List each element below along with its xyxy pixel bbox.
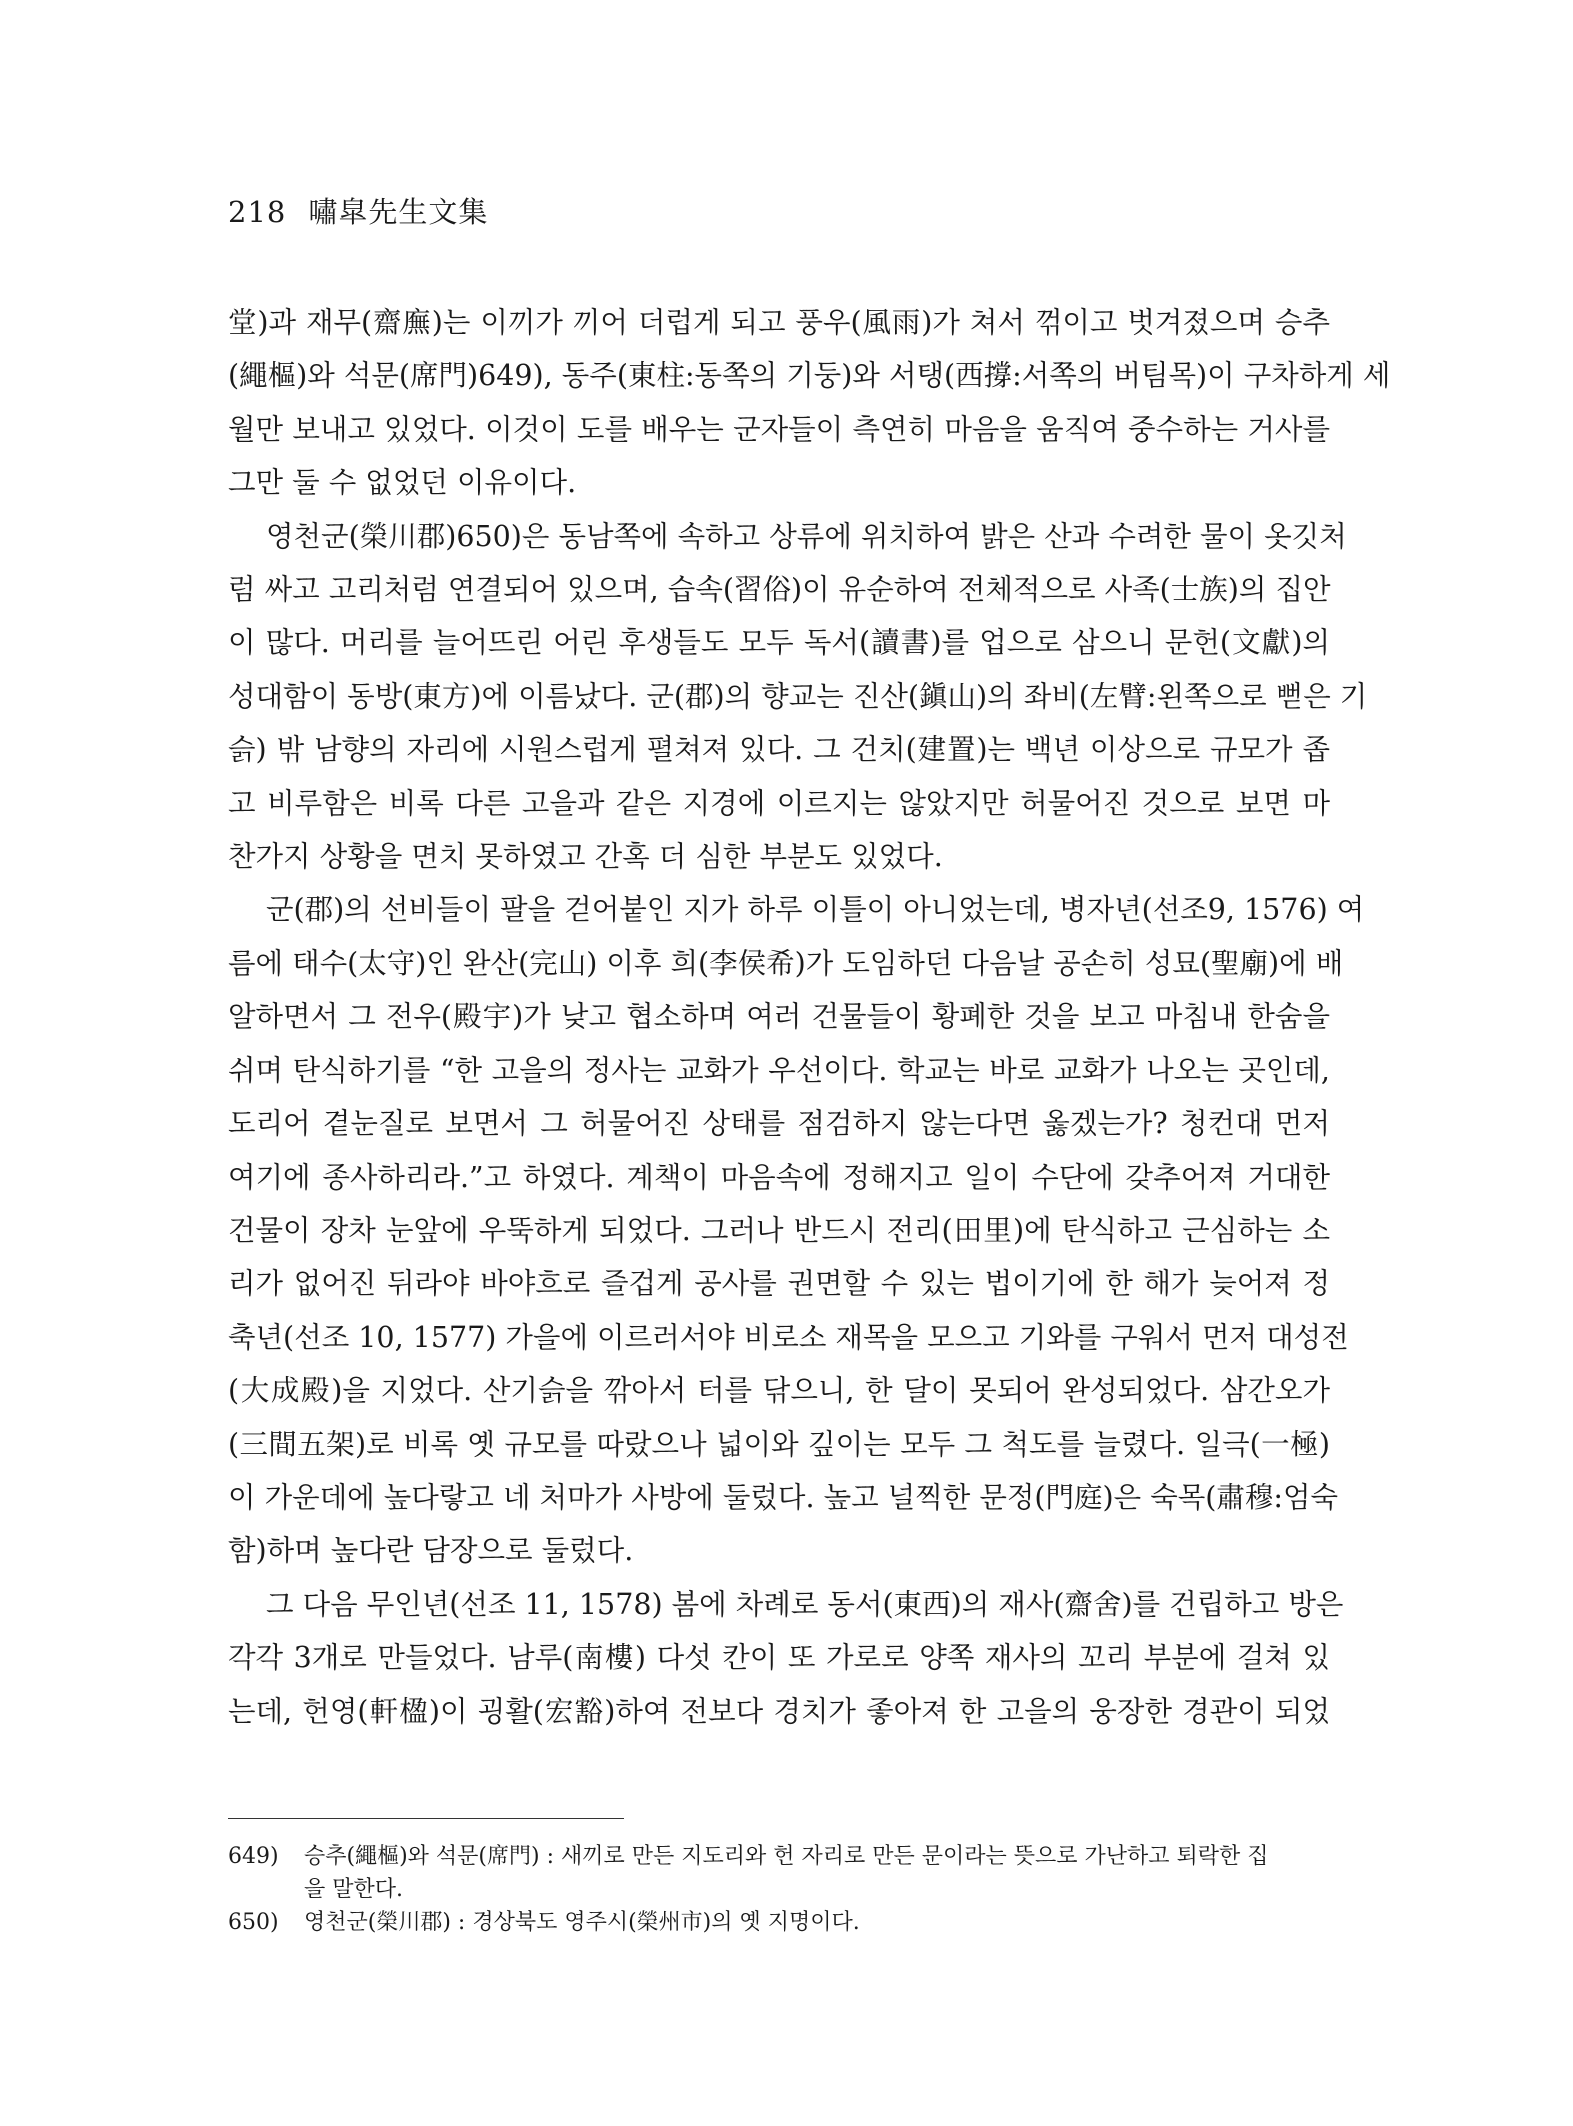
text-line: 축년(선조 10, 1577) 가을에 이르러서야 비로소 재목을 모으고 기와를 구워서 먼저 대성전 (228, 1320, 1349, 1354)
text-line: (繩樞)와 석문(席門)649), 동주(東柱:동쪽의 기둥)와 서탱(西撐:서쪽의 버팀목)이 구차하게 세 (228, 359, 1391, 393)
text-line: 영천군(榮川郡)650)은 동남쪽에 속하고 상류에 위치하여 밝은 산과 수려한 물이 옷깃처 (266, 519, 1347, 553)
text-line: 리가 없어진 뒤라야 바야흐로 즐겁게 공사를 권면할 수 있는 법이기에 한 해가 늦어져 정 (228, 1267, 1330, 1301)
text-line: 이 많다. 머리를 늘어뜨린 어린 후생들도 모두 독서(讀書)를 업으로 삼으니 문헌(文獻)의 (228, 626, 1330, 660)
running-header (228, 190, 488, 231)
book-title: 嘯皐先生文集 (308, 195, 489, 229)
paragraph-4 (228, 1578, 1344, 1738)
text-line: 각각 3개로 만들었다. 남루(南樓) 다섯 칸이 또 가로로 양쪽 재사의 꼬리 부분에 걸쳐 있 (228, 1641, 1330, 1675)
text-line: 찬가지 상황을 면치 못하였고 간혹 더 심한 부분도 있었다. (228, 840, 943, 874)
text-line: 럼 싸고 고리처럼 연결되어 있으며, 습속(習俗)이 유순하여 전체적으로 사족(士族)의 집안 (228, 573, 1331, 607)
text-line: (大成殿)을 지었다. 산기슭을 깎아서 터를 닦으니, 한 달이 못되어 완성되었다. 삼간오가 (228, 1374, 1330, 1408)
text-line: 건물이 장차 눈앞에 우뚝하게 되었다. 그러나 반드시 전리(田里)에 탄식하고 근심하는 소 (228, 1213, 1330, 1247)
footnote-text: 영천군(榮川郡) : 경상북도 영주시(榮州市)의 옛 지명이다. (304, 1910, 860, 1935)
footnote-649 (228, 1840, 1328, 1906)
footnote-number: 650) (228, 1910, 279, 1935)
text-line: 이 가운데에 높다랗고 네 처마가 사방에 둘렀다. 높고 널찍한 문정(門庭)은 숙목(肅穆:엄숙 (228, 1480, 1339, 1514)
text-line: 여기에 종사하리라.”고 하였다. 계책이 마음속에 정해지고 일이 수단에 갖추어져 거대한 (228, 1160, 1330, 1194)
text-line: 름에 태수(太守)인 완산(完山) 이후 희(李侯希)가 도임하던 다음날 공손히 성묘(聖廟)에 배 (228, 946, 1344, 980)
footnote-number: 649) (228, 1844, 279, 1869)
paragraph-1 (228, 296, 1391, 510)
text-line: 는데, 헌영(軒楹)이 굉활(宏豁)하여 전보다 경치가 좋아져 한 고을의 웅장한 경관이 되었 (228, 1694, 1330, 1728)
text-line: 성대함이 동방(東方)에 이름났다. 군(郡)의 향교는 진산(鎭山)의 좌비(左臂:왼쪽으로 뻗은 기 (228, 679, 1368, 713)
text-line: 알하면서 그 전우(殿宇)가 낮고 협소하며 여러 건물들이 황폐한 것을 보고 마침내 한숨을 (228, 1000, 1330, 1034)
page-number: 218 (228, 195, 287, 229)
text-line: 堂)과 재무(齋廡)는 이끼가 끼어 더럽게 되고 풍우(風雨)가 쳐서 꺾이고 벗겨졌으며 승추 (228, 306, 1330, 339)
footnote-650 (228, 1906, 1328, 1939)
text-line: (三間五架)로 비록 옛 규모를 따랐으나 넓이와 깊이는 모두 그 척도를 늘렸다. 일극(一極) (228, 1427, 1330, 1461)
text-line: 월만 보내고 있었다. 이것이 도를 배우는 군자들이 측연히 마음을 움직여 중수하는 거사를 (228, 412, 1330, 446)
text-line: 그만 둘 수 없었던 이유이다. (228, 466, 577, 500)
text-line: 함)하며 높다란 담장으로 둘렀다. (228, 1534, 634, 1568)
footnotes (228, 1840, 1328, 1939)
paragraph-3 (228, 883, 1365, 1577)
text-line: 슭) 밖 남향의 자리에 시원스럽게 펼쳐져 있다. 그 건치(建置)는 백년 이상으로 규모가 좁 (228, 733, 1330, 767)
paragraph-2 (228, 510, 1368, 884)
text-line: 군(郡)의 선비들이 팔을 걷어붙인 지가 하루 이틀이 아니었는데, 병자년(선조9, 1576) 여 (266, 893, 1365, 927)
text-line: 고 비루함은 비록 다른 고을과 같은 지경에 이르지는 않았지만 허물어진 것으로 보면 마 (228, 786, 1330, 820)
footnote-text: 승추(繩樞)와 석문(席門) : 새끼로 만든 지도리와 헌 자리로 만든 문이라는 뜻으로 가난하고 퇴락한 집 (304, 1844, 1269, 1869)
text-line: 쉬며 탄식하기를 “한 고을의 정사는 교화가 우선이다. 학교는 바로 교화가 나오는 곳인데, (228, 1053, 1330, 1087)
text-line: 도리어 곁눈질로 보면서 그 허물어진 상태를 점검하지 않는다면 옳겠는가? 청컨대 먼저 (228, 1107, 1330, 1141)
footnote-continuation: 을 말한다. (304, 1877, 403, 1902)
footnote-divider (228, 1818, 624, 1819)
body-text (228, 296, 1391, 1738)
text-line: 그 다음 무인년(선조 11, 1578) 봄에 차례로 동서(東西)의 재사(齋舍)를 건립하고 방은 (266, 1587, 1344, 1621)
